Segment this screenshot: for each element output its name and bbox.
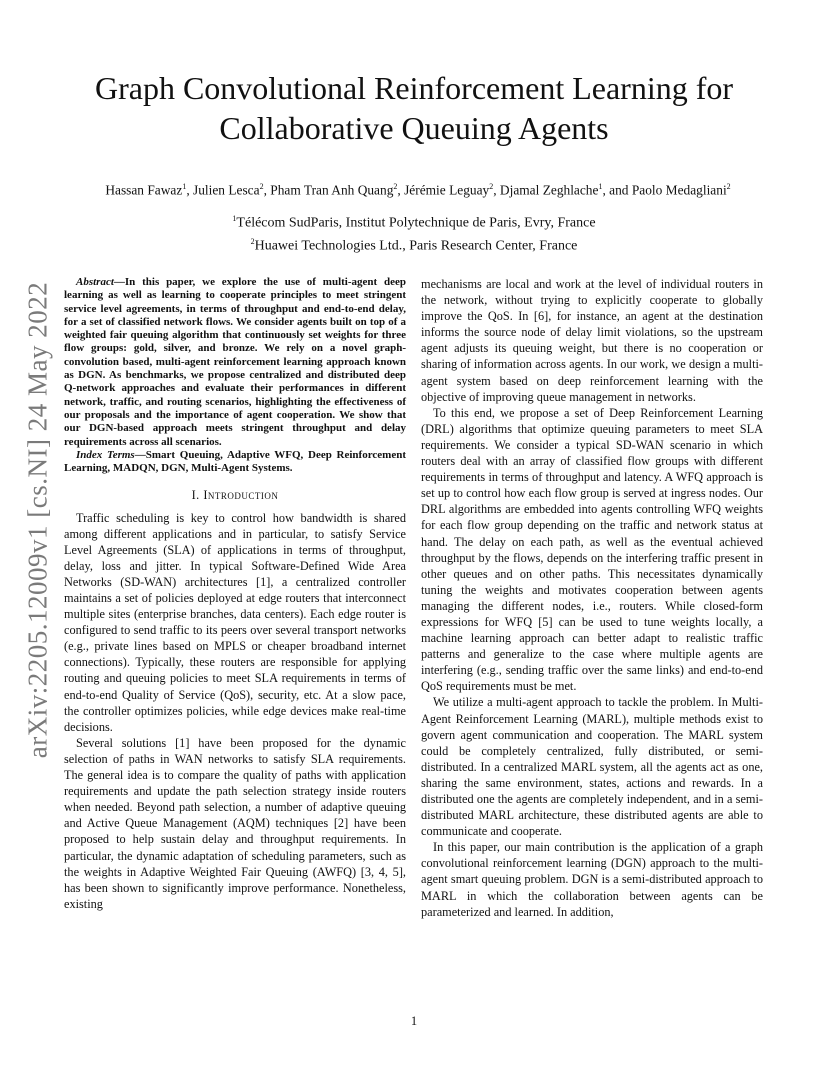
affiliation-mark: 2 (250, 236, 255, 246)
author-name: , Pham Tran Anh Quang (263, 182, 394, 198)
author-list (48, 178, 788, 199)
author-affiliation-mark: 2 (726, 182, 731, 191)
author-affiliation-mark: 1 (182, 182, 187, 191)
author-affiliation-mark: 2 (259, 182, 264, 191)
body-paragraph: Traffic scheduling is key to control how bandwidth is shared among different applications and in particular, to satisfy Service Level Agreements (SLA) of applications in terms of throughput, delay, loss and jitter. In typical Software-Defined Wide Area Networks (SD-WAN) architectures [1], a centralized controller maintains a set of policies deployed at edge routers that interconnect multiple sites (enterprise branches, data centers). Each edge router is configured to send traffic to its peers over several transport networks (e.g., private lines based on MPLS or cheaper broadband internet connections). Typically, these routers are responsible for applying routing and queuing policies to meet SLA requirements in terms of end-to-end Quality of Service (QoS), security, etc. At a slow pace, the controller optimizes policies, while edge devices make real-time decisions. (64, 510, 406, 734)
affiliation-text: Huawei Technologies Ltd., Paris Research Center, France (254, 238, 578, 254)
author-name: , Julien Lesca (186, 182, 260, 198)
index-terms (64, 449, 406, 476)
body-paragraph: Several solutions [1] have been proposed for the dynamic selection of paths in WAN networks to satisfy SLA requirements. The general idea is to compare the quality of paths with application requirements and update the path selection strategy inside routers when needed. Beyond path selection, a number of adaptive queuing and Active Queue Management (AQM) techniques [2] have been proposed to help sustain delay and throughput requirements. In particular, the dynamic adaptation of scheduling parameters, such as the weights in Adaptive Weighted Fair Queuing (AWFQ) [3, 4, 5], has been shown to significantly improve performance. Nonetheless, existing (64, 735, 406, 911)
page-number: 1 (410, 1014, 418, 1028)
arxiv-identifier-sidebar (18, 280, 58, 760)
abstract-text: —In this paper, we explore the use of multi-agent deep learning as well as learning to cooperate principles to meet stringent service level agreements, in terms of throughput and end-to-end delay, for a set of classified network flows. We consider agents built on top of a weighted fair queuing algorithm that continuously set weights for three flow groups: gold, silver, and bronze. We rely on a novel graph-convolution based, multi-agent reinforcement learning approach known as DGN. As benchmarks, we propose centralized and distributed deep Q-network approaches and evaluate their performances in different network, traffic, and routing scenarios, highlighting the effectiveness of our proposals and the importance of agent cooperation. We show that our DGN-based approach meets stringent throughput and delay requirements across all scenarios. (64, 276, 406, 448)
section-title: Introduction (203, 488, 279, 503)
section-heading (64, 487, 406, 503)
affiliations (60, 210, 768, 255)
author-name: Hassan Fawaz (105, 182, 183, 198)
affiliation-line (60, 233, 768, 256)
body-paragraph: mechanisms are local and work at the level of individual routers in the network, without trying to explicitly cooperate to globally improve the QoS. In [6], for instance, an agent at the destination informs the source node of delay limit violations, so the upstream agent adjusts its queuing weight, but there is no cooperation or sharing of information across agents. In our work, we design a multi-agent system based on deep reinforcement learning with the objective of improving queue management in networks. (421, 277, 763, 404)
index-terms-label: Index Terms (76, 448, 135, 461)
paper-title: Graph Convolutional Reinforcement Learning for Collaborative Queuing Agents (94, 70, 734, 146)
arxiv-identifier: arXiv:2205.12009v1 [cs.NI] 24 May 2022 (22, 281, 53, 759)
index-terms-text: —Smart Queuing, Adaptive WFQ, Deep Reinforcement Learning, MADQN, DGN, Multi-Agent Systems. (64, 448, 406, 475)
body-paragraph: In this paper, our main contribution is the application of a graph convolutional reinforcement learning (DGN) approach to the multi-agent smart queuing problem. DGN is a semi-distributed approach to MARL in which the collaboration between agents can be parameterized and learned. In addition, (421, 840, 763, 919)
author-name: , Djamal Zeghlache (493, 182, 599, 198)
author-affiliation-mark: 2 (489, 182, 494, 191)
author-name: , and Paolo Medagliani (602, 182, 727, 198)
body-paragraph: We utilize a multi-agent approach to tackle the problem. In Multi-Agent Reinforcement Learning (MARL), multiple methods exist to govern agent communication and cooperation. The MARL system could be completely centralized, fully distributed, or semi-distributed. In a centralized MARL system, all the agents act as one, sharing the same environment, states, actions and rewards. In a distributed one the agents are completely independent, and in a semi-distributed MARL architecture, these distributed agents are able to communicate and cooperate. (421, 695, 763, 839)
body-paragraph: To this end, we propose a set of Deep Reinforcement Learning (DRL) algorithms that optimize queuing parameters to meet SLA requirements. We consider a typical SD-WAN scenario in which routers deal with an array of classified flow groups with different requirements in terms of throughput and latency. A WFQ approach is set up to control how each flow group is served at ingress nodes. Our DRL algorithms are embedded into agents controlling WFQ weights for each flow group depending on the traffic and network status at hand. The delay on each path, as well as the eventual achieved throughput by the flows, depends on the interfering traffic present in other queues and on other paths. This necessitates dynamically tuning the weights and motivates cooperation between agents managing the different nodes, i.e., routers. While closed-form expressions for WFQ [5] can be used to tune weights locally, a machine learning approach can better adapt to realistic traffic patterns and generalize to the case where multiple agents are interfering (e.g., sending traffic over the same links) and end-to-end QoS requirements must be met. (421, 405, 763, 694)
author-name: , Jérémie Leguay (397, 182, 490, 198)
affiliation-line (60, 210, 768, 233)
left-column (64, 276, 406, 912)
section-number: I. (191, 488, 204, 503)
author-affiliation-mark: 2 (393, 182, 398, 191)
right-column (421, 276, 763, 920)
author-affiliation-mark: 1 (598, 182, 603, 191)
affiliation-text: Télécom SudParis, Institut Polytechnique de Paris, Evry, France (236, 215, 596, 231)
abstract-label: Abstract (76, 276, 114, 288)
affiliation-mark: 1 (232, 214, 237, 223)
abstract (64, 276, 406, 449)
